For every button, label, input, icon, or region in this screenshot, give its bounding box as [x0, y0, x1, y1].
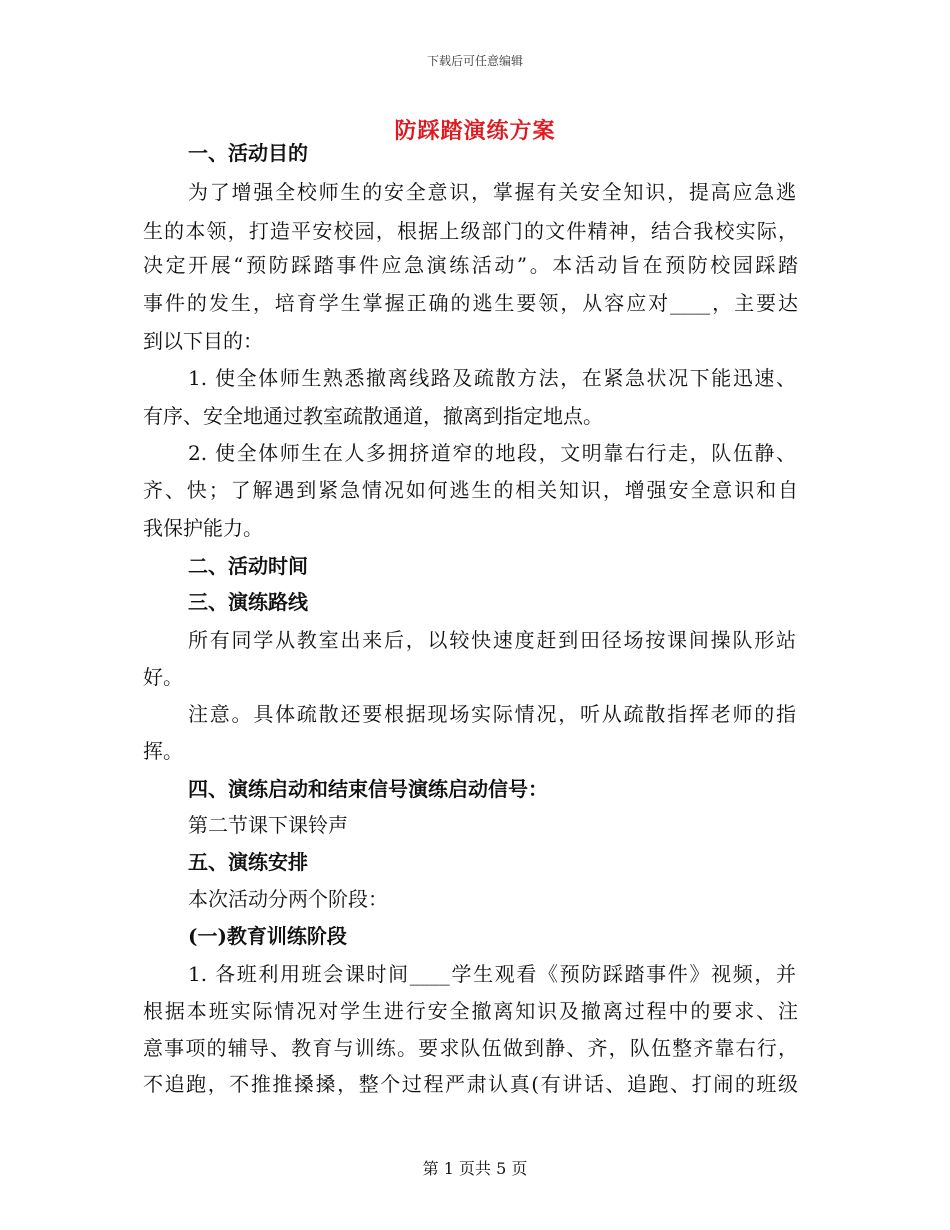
paragraph-line: 本次活动分两个阶段：	[188, 887, 388, 911]
paragraph-line: 1. 使全体师生熟悉撤离线路及疏散方法，在紧急状况下能迅速、	[188, 366, 796, 390]
paragraph-line: 齐、快；了解遇到紧急情况如何逃生的相关知识，增强安全意识和自	[143, 478, 798, 502]
paragraph-line: 为了增强全校师生的安全意识，掌握有关安全知识，提高应急逃	[188, 180, 796, 204]
document-title: 防踩踏演练方案	[394, 118, 556, 144]
paragraph-line: 有序、安全地通过教室疏散通道，撤离到指定地点。	[143, 404, 603, 428]
paragraph-line: 意事项的辅导、教育与训练。要求队伍做到静、齐，队伍整齐靠右行，	[143, 1036, 798, 1060]
paragraph-line: 根据本班实际情况对学生进行安全撤离知识及撤离过程中的要求、注	[143, 999, 798, 1023]
paragraph-line: 注意。具体疏散还要根据现场实际情况，听从疏散指挥老师的指	[188, 702, 796, 726]
paragraph-line: 决定开展“预防踩踏事件应急演练活动”。本活动旨在预防校园踩踏	[143, 253, 798, 277]
paragraph-line: 所有同学从教室出来后，以较快速度赶到田径场按课间操队形站	[188, 628, 796, 652]
page-footer: 第 1 页共 5 页	[422, 1159, 528, 1178]
section-heading: 一、活动目的	[188, 141, 308, 165]
section-heading: 四、演练启动和结束信号演练启动信号：	[188, 777, 548, 801]
paragraph-line: 2. 使全体师生在人多拥挤道窄的地段，文明靠右行走，队伍静、	[188, 441, 796, 465]
paragraph-line: 挥。	[143, 739, 183, 763]
header-note: 下载后可任意编辑	[426, 54, 523, 68]
section-heading: 二、活动时间	[188, 554, 308, 578]
paragraph-line: 事件的发生，培育学生掌握正确的逃生要领，从容应对____，主要达	[143, 291, 798, 315]
section-heading: (一)教育训练阶段	[188, 924, 347, 948]
section-heading: 三、演练路线	[188, 590, 308, 614]
paragraph-line: 不追跑，不推推搡搡，整个过程严肃认真(有讲话、追跑、打闹的班级	[143, 1072, 798, 1096]
paragraph-line: 到以下目的：	[143, 329, 263, 353]
paragraph-line: 我保护能力。	[143, 516, 263, 540]
paragraph-line: 好。	[143, 665, 183, 689]
paragraph-line: 1. 各班利用班会课时间____学生观看《预防踩踏事件》视频，并	[188, 962, 796, 986]
paragraph-line: 第二节课下课铃声	[188, 813, 348, 837]
section-heading: 五、演练安排	[188, 850, 308, 874]
paragraph-line: 生的本领，打造平安校园，根据上级部门的文件精神，结合我校实际，	[143, 219, 798, 243]
